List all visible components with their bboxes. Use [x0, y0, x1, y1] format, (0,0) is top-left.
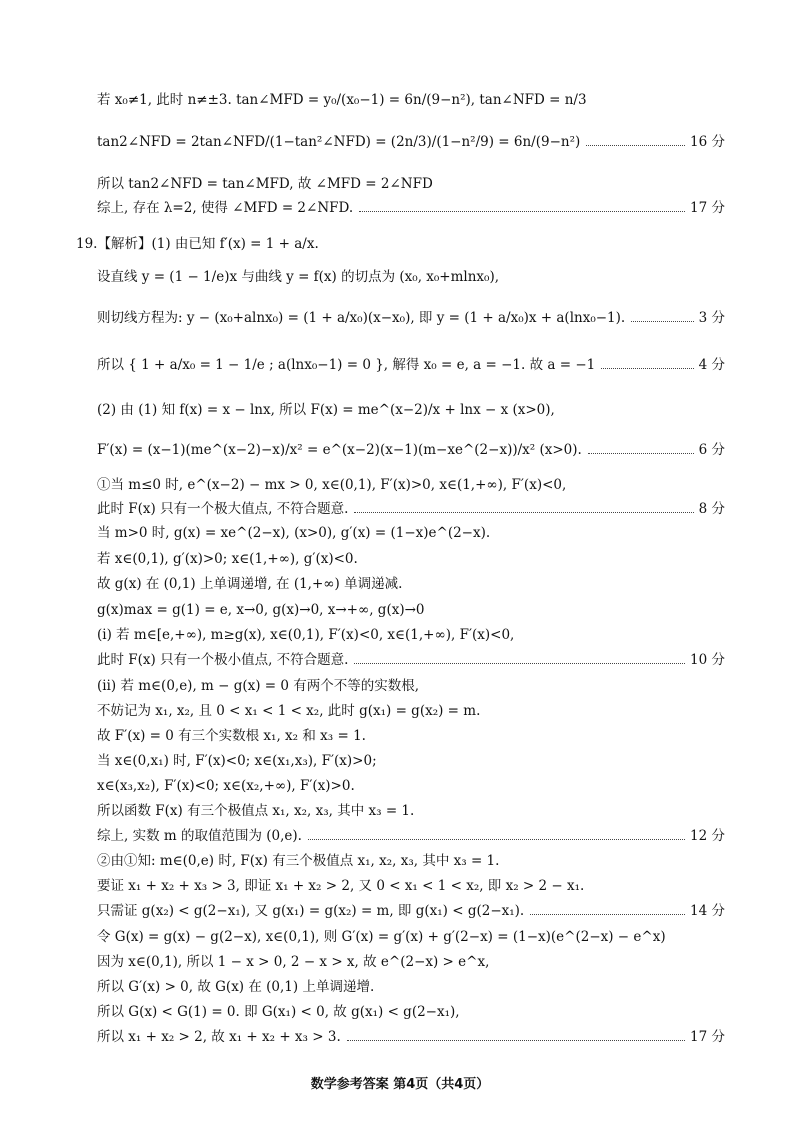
solution-line — [97, 648, 725, 672]
solution-line — [97, 824, 725, 848]
line-text: 所以 x₁ + x₂ > 2, 故 x₁ + x₂ + x₃ > 3. — [97, 1029, 341, 1045]
line-text: (2) 由 (1) 知 f(x) = x − lnx, 所以 F(x) = me^(x−2)/x + lnx − x (x>0), — [97, 402, 555, 418]
line-text: 因为 x∈(0,1), 所以 1 − x > 0, 2 − x > x, 故 e^(2−x) > e^x, — [97, 954, 490, 970]
solution-line — [97, 623, 725, 647]
line-text: 只需证 g(x₂) < g(2−x₁), 又 g(x₁) = g(x₂) = m, 即 g(x₁) < g(2−x₁). — [97, 903, 525, 919]
line-text: g(x)max = g(1) = e, x→0, g(x)→0, x→+∞, g(x)→0 — [97, 602, 425, 618]
solution-line — [97, 547, 725, 571]
leader-dots — [601, 368, 693, 369]
score-mark: 3 分 — [698, 310, 725, 326]
line-text: 故 g(x) 在 (0,1) 上单调递增, 在 (1,+∞) 单调递减. — [97, 576, 403, 592]
solution-line — [97, 80, 725, 120]
line-text: (ⅱ) 若 m∈(0,e), m − g(x) = 0 有两个不等的实数根, — [97, 678, 420, 694]
leader-dots — [586, 145, 685, 146]
line-text: 19.【解析】(1) 由已知 f′(x) = 1 + a/x. — [76, 236, 319, 252]
solution-line — [97, 699, 725, 723]
leader-dots — [347, 1040, 685, 1041]
line-text: 故 F′(x) = 0 有三个实数根 x₁, x₂ 和 x₃ = 1. — [97, 728, 366, 744]
solution-line — [97, 196, 725, 220]
leader-dots — [530, 914, 685, 915]
solution-line — [97, 1000, 725, 1024]
solution-line — [97, 799, 725, 823]
solution-line — [97, 473, 725, 497]
solution-line — [97, 899, 725, 923]
score-mark: 10 分 — [690, 652, 725, 668]
solution-line — [97, 521, 725, 545]
solution-line — [97, 398, 725, 422]
line-text: F′(x) = (x−1)(me^(x−2)−x)/x² = e^(x−2)(x−1)(m−xe^(2−x))/x² (x>0). — [97, 442, 582, 458]
line-text: tan2∠NFD = 2tan∠NFD/(1−tan²∠NFD) = (2n/3)/(1−n²/9) = 6n/(9−n²) — [97, 134, 581, 150]
line-text: 当 x∈(0,x₁) 时, F′(x)<0; x∈(x₁,x₃), F′(x)>0; — [97, 753, 377, 769]
line-text: ①当 m≤0 时, e^(x−2) − mx > 0, x∈(0,1), F′(x)>0, x∈(1,+∞), F′(x)<0, — [97, 477, 567, 493]
solution-line — [97, 925, 725, 949]
line-text: 设直线 y = (1 − 1/e)x 与曲线 y = f(x) 的切点为 (x₀, x₀+mlnx₀), — [97, 269, 500, 285]
score-mark: 12 分 — [690, 828, 725, 844]
solution-line — [97, 774, 725, 798]
solution-line — [97, 497, 725, 521]
leader-dots — [354, 663, 685, 664]
page-footer: 数学参考答案 第4页（共4页） — [310, 1077, 490, 1092]
line-text: 令 G(x) = g(x) − g(2−x), x∈(0,1), 则 G′(x) = g′(x) + g′(2−x) = (1−x)(e^(2−x) − e^x) — [97, 929, 666, 945]
score-mark: 14 分 — [690, 903, 725, 919]
solution-line — [97, 724, 725, 748]
score-mark: 6 分 — [698, 442, 725, 458]
leader-dots — [588, 453, 694, 454]
line-text: 综上, 存在 λ=2, 使得 ∠MFD = 2∠NFD. — [97, 200, 354, 216]
leader-dots — [359, 211, 685, 212]
solution-line — [97, 874, 725, 898]
line-text: 此时 F(x) 只有一个极大值点, 不符合题意. — [97, 501, 349, 517]
leader-dots — [631, 321, 693, 322]
line-text: 所以 { 1 + a/x₀ = 1 − 1/e ; a(lnx₀−1) = 0 }, 解得 x₀ = e, a = −1. 故 a = −1 — [97, 357, 596, 373]
leader-dots — [354, 512, 693, 513]
score-mark: 16 分 — [690, 134, 725, 150]
line-text: 此时 F(x) 只有一个极小值点, 不符合题意. — [97, 652, 349, 668]
solution-line — [97, 749, 725, 773]
solution-line — [97, 849, 725, 873]
line-text: 要证 x₁ + x₂ + x₃ > 3, 即证 x₁ + x₂ > 2, 又 0 < x₁ < 1 < x₂, 即 x₂ > 2 − x₁. — [97, 878, 585, 894]
line-text: 所以 G(x) < G(1) = 0. 即 G(x₁) < 0, 故 g(x₁) < g(2−x₁), — [97, 1004, 460, 1020]
line-text: 不妨记为 x₁, x₂, 且 0 < x₁ < 1 < x₂, 此时 g(x₁) = g(x₂) = m. — [97, 703, 481, 719]
solution-line — [97, 975, 725, 999]
line-text: 则切线方程为: y − (x₀+alnx₀) = (1 + a/x₀)(x−x₀), 即 y = (1 + a/x₀)x + a(lnx₀−1). — [97, 310, 626, 326]
solution-line — [97, 674, 725, 698]
score-mark: 4 分 — [698, 357, 725, 373]
solution-line — [97, 298, 725, 338]
line-text: (ⅰ) 若 m∈[e,+∞), m≥g(x), x∈(0,1), F′(x)<0, x∈(1,+∞), F′(x)<0, — [97, 627, 515, 643]
score-mark: 17 分 — [690, 1029, 725, 1045]
line-text: 所以函数 F(x) 有三个极值点 x₁, x₂, x₃, 其中 x₃ = 1. — [97, 803, 415, 819]
line-text: 若 x₀≠1, 此时 n≠±3. tan∠MFD = y₀/(x₀−1) = 6n/(9−n²), tan∠NFD = n/3 — [97, 92, 587, 108]
solution-line — [97, 172, 725, 196]
line-text: 综上, 实数 m 的取值范围为 (0,e). — [97, 828, 302, 844]
solution-line — [97, 430, 725, 470]
solution-line — [97, 1025, 725, 1049]
score-mark: 17 分 — [690, 200, 725, 216]
line-text: x∈(x₃,x₂), F′(x)<0; x∈(x₂,+∞), F′(x)>0. — [97, 778, 355, 794]
score-mark: 8 分 — [698, 501, 725, 517]
line-text: 若 x∈(0,1), g′(x)>0; x∈(1,+∞), g′(x)<0. — [97, 551, 358, 567]
line-text: 当 m>0 时, g(x) = xe^(2−x), (x>0), g′(x) = (1−x)e^(2−x). — [97, 525, 491, 541]
solution-line — [97, 122, 725, 162]
solution-line — [97, 572, 725, 596]
solution-line — [97, 598, 725, 622]
solution-line — [97, 950, 725, 974]
line-text: ②由①知: m∈(0,e) 时, F(x) 有三个极值点 x₁, x₂, x₃, 其中 x₃ = 1. — [97, 853, 500, 869]
solution-line — [97, 345, 725, 385]
leader-dots — [308, 839, 685, 840]
line-text: 所以 tan2∠NFD = tan∠MFD, 故 ∠MFD = 2∠NFD — [97, 176, 433, 192]
line-text: 所以 G′(x) > 0, 故 G(x) 在 (0,1) 上单调递增. — [97, 979, 375, 995]
solution-line — [97, 257, 725, 297]
